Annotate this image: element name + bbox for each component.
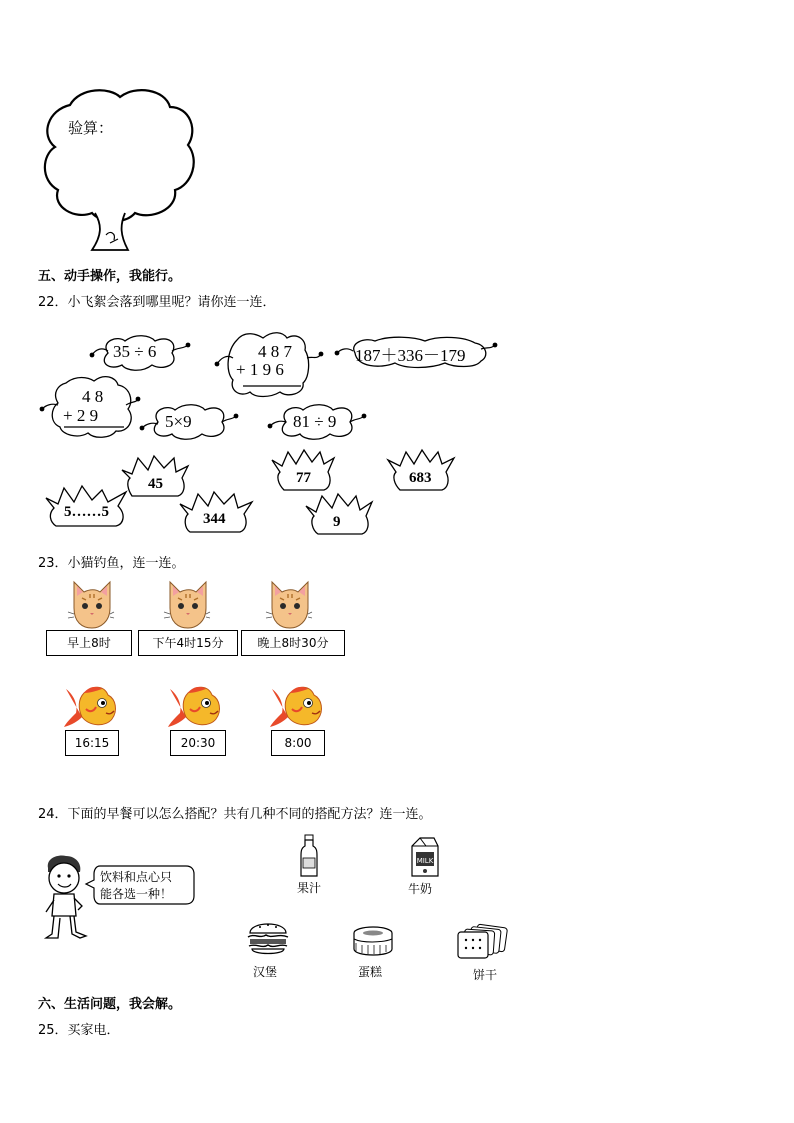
question-25-prompt: 25．买家电． <box>38 1023 120 1038</box>
biscuit-icon <box>456 924 514 960</box>
drink-label-milk[interactable]: 牛奶 <box>408 882 433 896</box>
cat-icon <box>68 578 114 630</box>
question-22-prompt: 22．小飞絮会落到哪里呢？请你连一连． <box>38 295 276 310</box>
fish-time-box-2[interactable]: 20:30 <box>170 730 226 756</box>
speech-line-2: 能各选一种！ <box>100 887 173 901</box>
cat-icon <box>164 578 210 630</box>
cat-time-box-3[interactable]: 晚上8时30分 <box>241 630 345 656</box>
cloud-2-line2: + 1 9 6 <box>236 360 284 379</box>
snack-label-cake[interactable]: 蛋糕 <box>358 965 383 979</box>
snack-label-hamburger[interactable]: 汉堡 <box>253 965 278 979</box>
grass-2-text: 45 <box>148 476 163 492</box>
tree-illustration <box>40 85 200 260</box>
cat-time-box-2[interactable]: 下午4时15分 <box>138 630 238 656</box>
grass-5-text: 9 <box>333 514 341 530</box>
cloud-5-text: 5×9 <box>165 412 192 431</box>
boy-icon <box>40 854 90 944</box>
svg-text:MILK: MILK <box>416 857 434 865</box>
section-6-title: 六、生活问题，我会解。 <box>38 997 182 1012</box>
cloud-4-line1: 4 8 <box>82 387 104 406</box>
fish-icon <box>62 685 118 729</box>
section-5-title: 五、动手操作，我能行。 <box>38 269 182 284</box>
grass-1-text: 5……5 <box>64 504 109 520</box>
cloud-2-line1: 4 8 7 <box>258 342 292 361</box>
cloud-1-text: 35 ÷ 6 <box>113 342 157 361</box>
hamburger-icon <box>246 915 290 959</box>
question-23-prompt: 23．小猫钓鱼，连一连。 <box>38 556 185 571</box>
cat-time-box-1[interactable]: 早上8时 <box>46 630 132 656</box>
cloud-6-text: 81 ÷ 9 <box>293 412 337 431</box>
speech-line-1: 饮料和点心只 <box>100 870 173 884</box>
grass-3-text: 344 <box>203 511 226 527</box>
tree-label: 验算： <box>68 119 114 137</box>
fish-icon <box>166 685 222 729</box>
fish-icon <box>268 685 324 729</box>
fish-time-box-3[interactable]: 8:00 <box>271 730 325 756</box>
snack-label-biscuit[interactable]: 饼干 <box>473 968 498 982</box>
grass-6-text: 683 <box>409 470 432 486</box>
drink-label-juice[interactable]: 果汁 <box>297 881 322 895</box>
fish-time-box-1[interactable]: 16:15 <box>65 730 119 756</box>
cake-icon <box>352 925 394 957</box>
juice-bottle-icon <box>299 834 319 878</box>
cloud-3-text: 187＋336－179 <box>355 346 466 365</box>
milk-carton-icon <box>406 836 440 878</box>
grass-4-text: 77 <box>296 470 311 486</box>
question-24-prompt: 24．下面的早餐可以怎么搭配？共有几种不同的搭配方法？连一连。 <box>38 807 432 822</box>
cloud-4-line2: + 2 9 <box>63 406 99 425</box>
cat-icon <box>266 578 312 630</box>
